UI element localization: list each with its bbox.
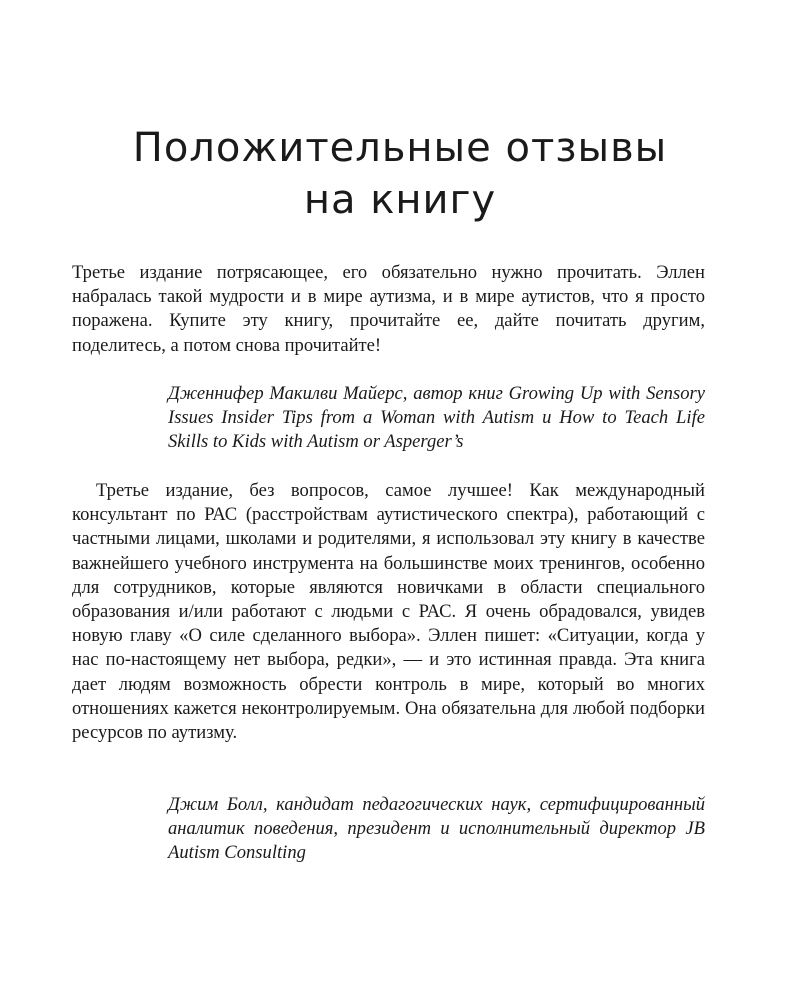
- page-title-line-1: Положительные отзывы: [132, 125, 668, 171]
- review-text-2: Третье издание, без вопросов, самое лучшее! Как международный консультант по РАС (расстройствам аутистического спектра), работающий с частными лицами, школами и родителями, я использовал эту книгу в качестве важнейшего учебного инструмента на большинстве моих тренингов, особенно для сотрудников, которые являются новичками в области специального образования и/или работают с людьми с РАС. Я очень обрадовался, увидев новую главу «О силе сделанного выбора». Эллен пишет: «Ситуации, когда у нас по-настоящему нет выбора, редки», — и это истинная правда. Эта книга дает людям возможность обрести контроль в мире, который во многих отношениях кажется неконтролируемым. Она обязательна для любой подборки ресурсов по аутизму.: [72, 480, 705, 744]
- review-attribution-2: Джим Болл, кандидат педагогических наук, сертифицированный аналитик поведения, президент и исполнительный директор JB Autism Consulting: [168, 794, 705, 864]
- review-text-1: Третье издание потрясающее, его обязательно нужно прочитать. Эллен набралась такой мудрости и в мире аутизма, и в мире аутистов, что я просто поражена. Купите эту книгу, прочитайте ее, дайте почитать другим, поделитесь, а потом снова прочитайте!: [72, 262, 705, 356]
- review-attribution-1: Дженнифер Макилви Майерс, автор книг Growing Up with Sensory Issues Insider Tips from a Woman with Autism и How to Teach Life Skills to Kids with Autism or Asperger’s: [168, 383, 705, 453]
- page-title-line-2: на книгу: [303, 177, 497, 223]
- page-title: [0, 122, 800, 226]
